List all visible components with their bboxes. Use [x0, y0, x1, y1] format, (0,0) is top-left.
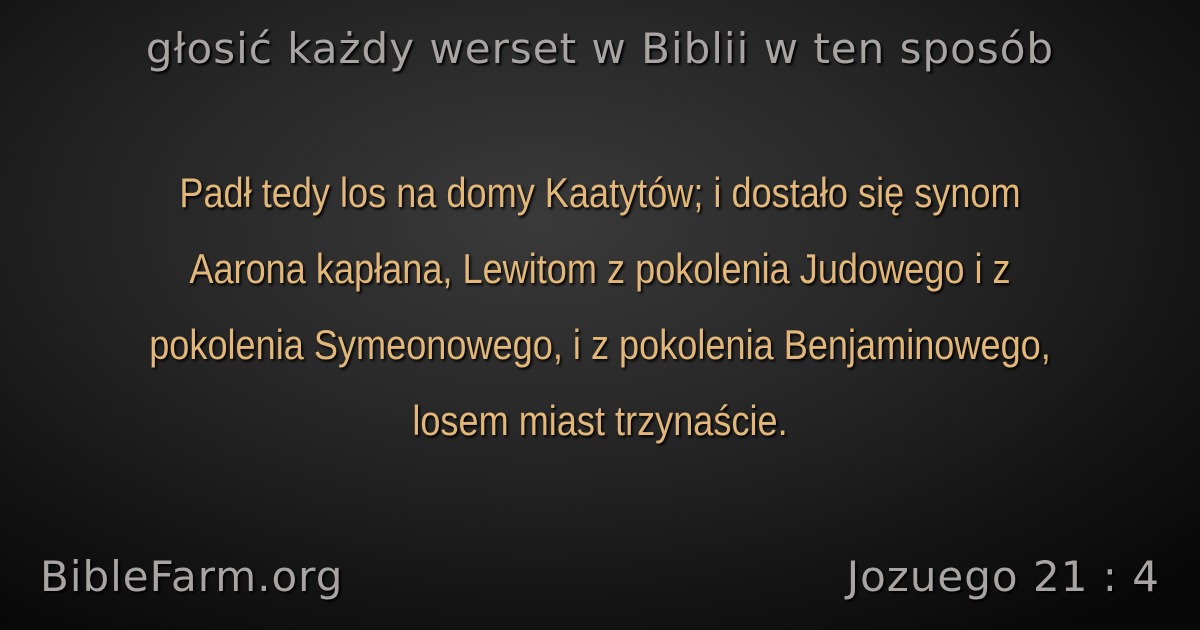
site-name: BibleFarm.org — [40, 552, 344, 601]
tagline: głosić każdy werset w Biblii w ten sposób — [145, 24, 1055, 73]
verse-reference: Jozuego 21 : 4 — [846, 552, 1160, 601]
verse-text: Padł tedy los na domy Kaatytów; i dostało się synom Aarona kapłana, Lewitom z pokolenia Judowego i z pokolenia Symeonowego, i z pokolenia Benjaminowego, losem miast trzynaście. — [149, 169, 1051, 444]
